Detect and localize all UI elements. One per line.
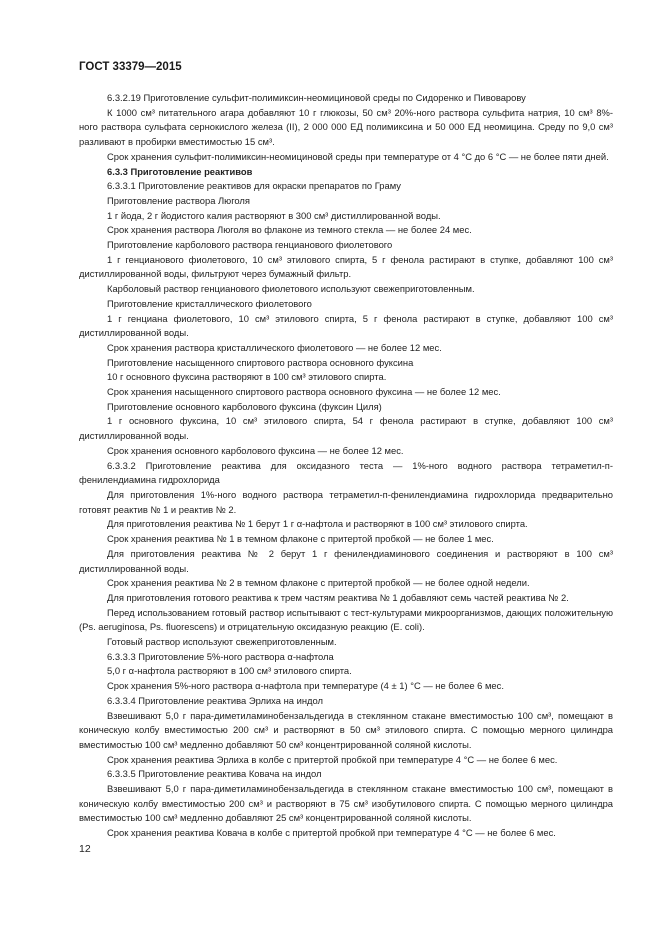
paragraph: Для приготовления готового реактива к трем частям реактива № 1 добавляют семь частей реактива № 2. [107,591,569,603]
paragraph: Срок хранения раствора Люголя во флаконе из темного стекла — не более 24 мес. [107,224,472,236]
paragraph: 10 г основного фуксина растворяют в 100 см³ этилового спирта. [107,371,387,383]
paragraph: 1 г основного фуксина, 10 см³ этилового спирта, 54 г фенола растирают в ступке, добавляют 100 см³ дистиллированной воды. [79,415,613,442]
page-number: 12 [79,843,91,855]
paragraph: Срок хранения реактива № 1 в темном флаконе с притертой пробкой — не более 1 мес. [107,533,494,545]
paragraph: Карболовый раствор генцианового фиолетового используют свежеприготовленным. [107,283,475,295]
paragraph: Срок хранения реактива Эрлиха в колбе с притертой пробкой при температуре 4 °С — не более 6 мес. [107,753,558,765]
paragraph: Срок хранения основного карболового фуксина — не более 12 мес. [107,444,404,456]
paragraph: Срок хранения сульфит-полимиксин-неомициновой среды при температуре от 4 °С до 6 °С — не более пяти дней. [107,150,609,162]
paragraph: Для приготовления реактива № 2 берут 1 г фенилендиаминового соединения и растворяют в 100 см³ дистиллированной воды. [79,547,613,574]
paragraph: Для приготовления 1%-ного водного раствора тетраметил-п-фенилендиамина гидрохлорида предварительно готовят реактив № 1 и реактив № 2. [79,488,613,515]
paragraph: Срок хранения реактива Ковача в колбе с притертой пробкой при температуре 4 °С — не более 6 мес. [107,827,556,839]
paragraph: Готовый раствор используют свежеприготовленным. [107,636,337,648]
paragraph: Срок хранения насыщенного спиртового раствора основного фуксина — не более 12 мес. [107,386,501,398]
section-heading: 6.3.3 Приготовление реактивов [107,165,253,177]
paragraph: Приготовление карболового раствора генцианового фиолетового [107,239,393,251]
paragraph: Приготовление основного карболового фуксина (фуксин Циля) [107,400,382,412]
paragraph: Взвешивают 5,0 г пара-диметиламинобензальдегида в стеклянном стакане вместимостью 100 см³, помещают в коническую колбу вместимостью 200 см³ и растворяют в 75 см³ изобутилового спирта. С помощью мерного цилиндра вместимостью 100 см³ медленно добавляют 25 см³ концентрированной соляной кислоты. [79,783,613,824]
paragraph: Срок хранения 5%-ного раствора α-нафтола при температуре (4 ± 1) °С — не более 6 мес. [107,680,504,692]
paragraph: Приготовление насыщенного спиртового раствора основного фуксина [107,356,414,368]
paragraph: Приготовление кристаллического фиолетового [107,297,312,309]
standard-header: ГОСТ 33379—2015 [79,61,182,73]
paragraph: Срок хранения реактива № 2 в темном флаконе с притертой пробкой — не более одной недели. [107,577,530,589]
paragraph: 6.3.3.5 Приготовление реактива Ковача на индол [107,768,322,780]
document-body [79,91,613,841]
paragraph: Срок хранения раствора кристаллического фиолетового — не более 12 мес. [107,341,442,353]
paragraph: Взвешивают 5,0 г пара-диметиламинобензальдегида в стеклянном стакане вместимостью 100 см³, помещают в коническую колбу вместимостью 200 см³ и растворяют в 50 см³ этилового спирта. С помощью мерного цилиндра вместимостью 100 см³ медленно добавляют 50 см³ концентрированной соляной кислоты. [79,709,613,750]
paragraph: 6.3.3.3 Приготовление 5%-ного раствора α-нафтола [107,650,334,662]
paragraph: Для приготовления реактива № 1 берут 1 г α-нафтола и растворяют в 100 см³ этилового спирта. [107,518,528,530]
paragraph: 6.3.3.1 Приготовление реактивов для окраски препаратов по Граму [107,180,401,192]
paragraph: 5,0 г α-нафтола растворяют в 100 см³ этилового спирта. [107,665,352,677]
paragraph: 1 г генцианового фиолетового, 10 см³ этилового спирта, 5 г фенола растирают в ступке, добавляют 100 см³ дистиллированной воды, фильтруют через бумажный фильтр. [79,253,613,280]
paragraph: Перед использованием готовый раствор испытывают с тест-культурами микроорганизмов, дающих положительную (Ps. aeruginosa, Ps. fluorescens) и отрицательную оксидазную реакцию (E. coli). [79,606,613,633]
paragraph: К 1000 см³ питательного агара добавляют 10 г глюкозы, 50 см³ 20%-ного раствора сульфита натрия, 10 см³ 8%-ного раствора сульфата сернокислого железа (II), 2 000 000 ЕД полимиксина и 50 000 ЕД неомицина. Среду по 9,0 см³ разливают в пробирки вместимостью 15 см³. [79,106,613,148]
paragraph: 6.3.3.4 Приготовление реактива Эрлиха на индол [107,694,323,706]
paragraph: 6.3.3.2 Приготовление реактива для оксидазного теста — 1%-ного водного раствора тетраметил-п-фенилендиамина гидрохлорида [79,459,613,486]
paragraph: Приготовление раствора Люголя [107,194,250,206]
paragraph: 6.3.2.19 Приготовление сульфит-полимиксин-неомициновой среды по Сидоренко и Пивоварову [107,92,526,103]
paragraph: 1 г йода, 2 г йодистого калия растворяют в 300 см³ дистиллированной воды. [107,209,441,221]
paragraph: 1 г генциана фиолетового, 10 см³ этилового спирта, 5 г фенола растирают в ступке, добавляют 100 см³ дистиллированной воды. [79,312,613,339]
